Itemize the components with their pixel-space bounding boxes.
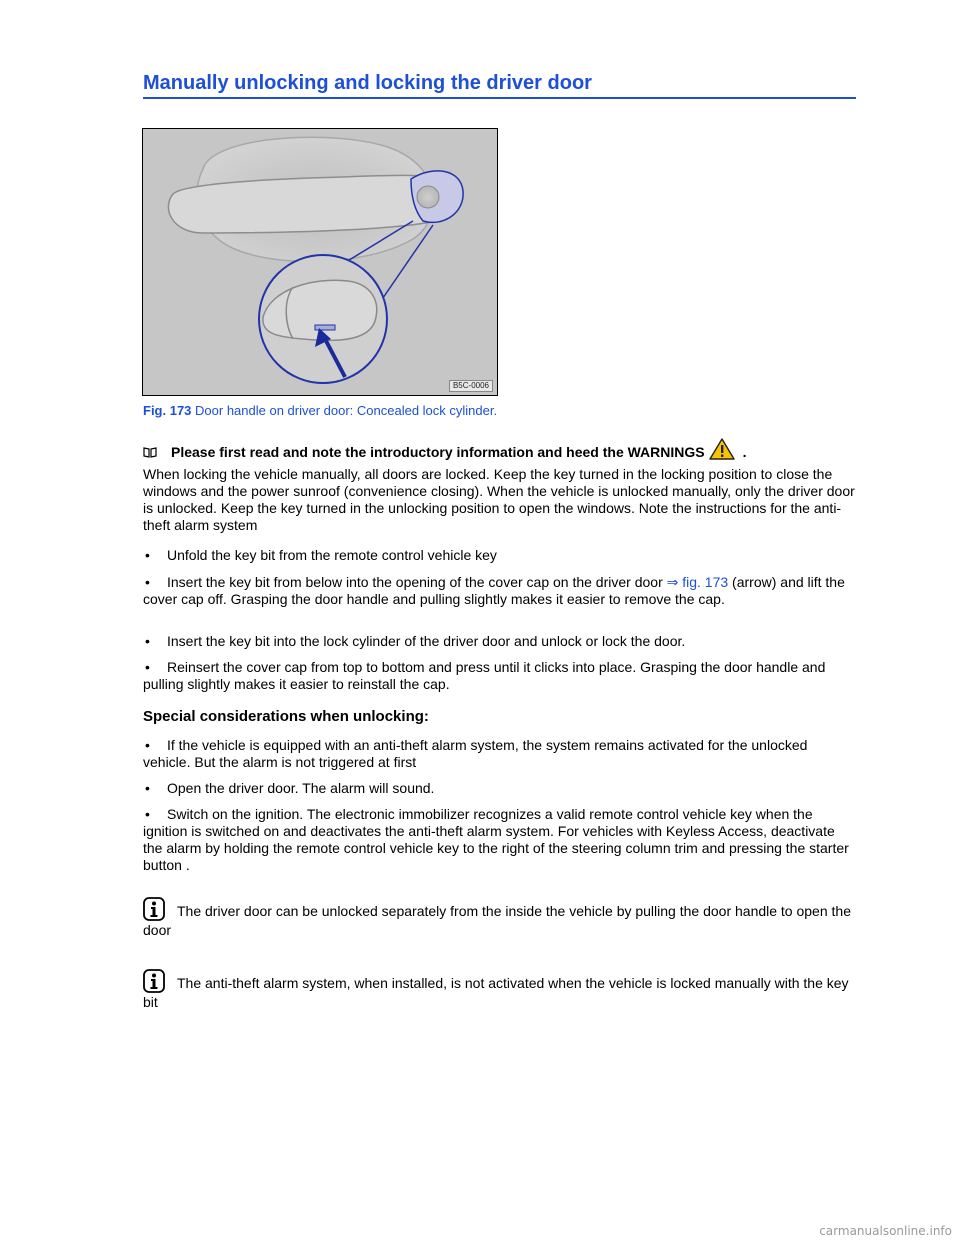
intro-line	[143, 438, 843, 465]
warning-triangle-icon[interactable]	[709, 438, 735, 465]
bullet-text: Reinsert the cover cap from top to bottom and press until it clicks into place. Grasping the door handle and pulling slightly makes it easier to reinstall the cap.	[143, 659, 826, 692]
list-item	[143, 547, 855, 564]
list-item	[143, 780, 855, 797]
bullet-text: Open the driver door. The alarm will sound.	[167, 780, 435, 796]
book-icon	[143, 443, 157, 463]
list-item	[143, 737, 855, 771]
list-item	[143, 659, 855, 693]
intro-suffix: .	[742, 444, 747, 460]
figure-code: B5C-0006	[449, 380, 493, 392]
paragraph-locking: When locking the vehicle manually, all doors are locked. Keep the key turned in the locking position to close the windows and the power sunroof (convenience closing). When the vehicle is unlocked manually, only the driver door is unlocked. Keep the key turned in the unlocking position to open the windows. Note the instructions for the anti-theft alarm system	[143, 466, 855, 533]
bullet-dot: •	[145, 633, 150, 649]
bullet-text-continued: (arrow) and lift the cover cap off. Grasping the door handle and pulling slightly makes it easier to remove the cap.	[143, 574, 845, 607]
figure-door-handle	[142, 128, 498, 396]
list-item	[143, 806, 855, 874]
note-alarm	[143, 969, 855, 1011]
bullet-dot: •	[145, 659, 150, 675]
bullet-text: Switch on the ignition. The electronic immobilizer recognizes a valid remote control vehicle key when the ignition is switched on and deactivates the anti-theft alarm system. For vehicles with Keyless Access, deactivate the alarm by holding the remote control vehicle key to the right of the steering column trim and pressing the starter button .	[143, 806, 849, 873]
bullet-dot: •	[145, 547, 150, 563]
figure-caption-label: Fig. 173	[143, 403, 192, 418]
note-door-unlock	[143, 897, 855, 939]
list-item	[143, 574, 855, 608]
bullet-dot: •	[145, 780, 150, 796]
bullet-dot: •	[145, 574, 150, 590]
bullet-text: Insert the key bit into the lock cylinder of the driver door and unlock or lock the door.	[167, 633, 686, 649]
figure-reference-link[interactable]: ⇒ fig. 173	[666, 574, 729, 590]
door-handle-illustration	[143, 129, 497, 395]
watermark: carmanualsonline.info	[819, 1224, 952, 1238]
info-icon	[143, 969, 165, 993]
list-item	[143, 633, 855, 650]
bullet-dot: •	[145, 737, 150, 753]
section-title: Manually unlocking and locking the driver door	[143, 70, 856, 99]
note-text: The driver door can be unlocked separately from the inside the vehicle by pulling the door handle to open the door	[143, 903, 851, 938]
figure-caption	[143, 403, 497, 418]
bullet-dot: •	[145, 806, 150, 822]
bullet-text: Unfold the key bit from the remote control vehicle key	[167, 547, 497, 563]
info-icon	[143, 897, 165, 921]
bullet-text: If the vehicle is equipped with an anti-theft alarm system, the system remains activated for the unlocked vehicle. But the alarm is not triggered at first	[143, 737, 808, 770]
bullet-text: Insert the key bit from below into the opening of the cover cap on the driver door	[167, 574, 667, 590]
figure-caption-text: Door handle on driver door: Concealed lock cylinder.	[191, 403, 498, 418]
subheading-unlocking: Special considerations when unlocking:	[143, 708, 429, 725]
intro-text: Please first read and note the introductory information and heed the WARNINGS	[171, 444, 705, 460]
note-text: The anti-theft alarm system, when installed, is not activated when the vehicle is locked manually with the key bit	[143, 975, 849, 1010]
